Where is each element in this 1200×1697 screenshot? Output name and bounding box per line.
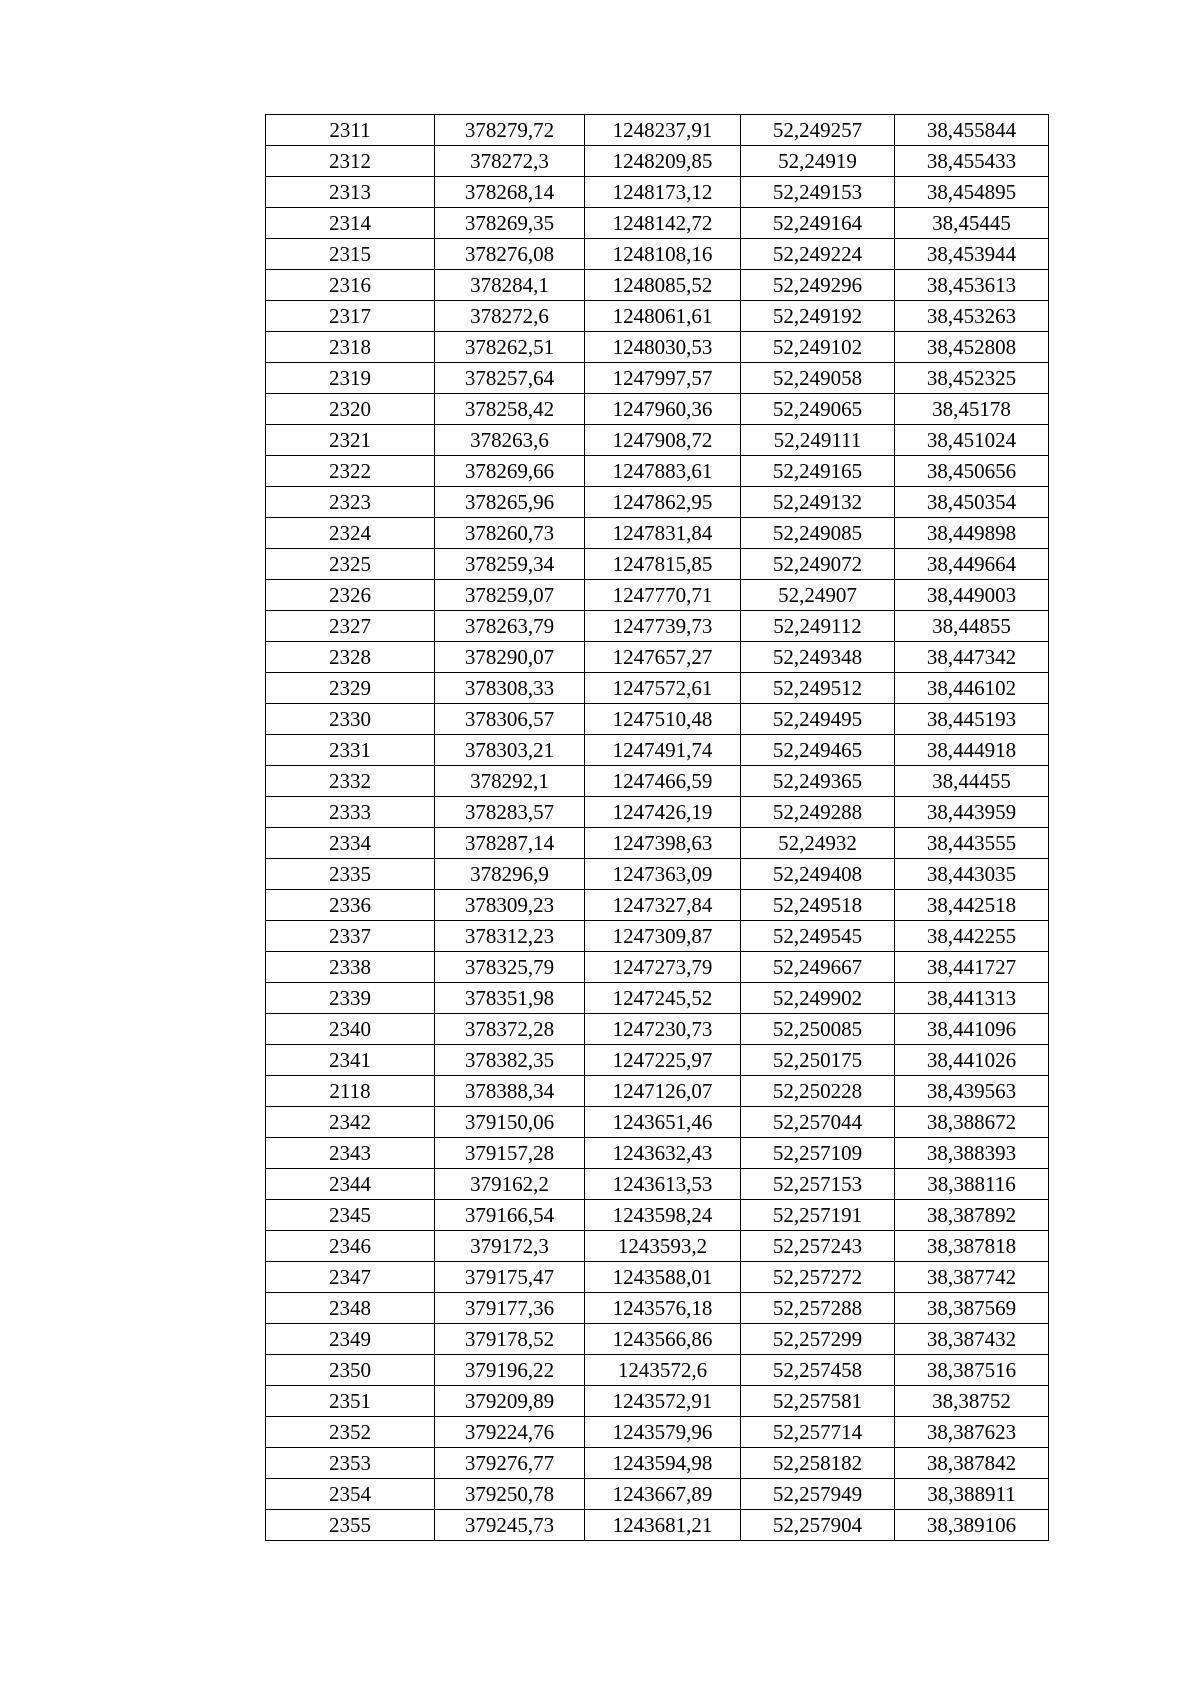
y-coordinate-cell: 1248173,12: [585, 177, 741, 208]
latitude-cell: 52,257243: [741, 1231, 895, 1262]
y-coordinate-cell: 1243598,24: [585, 1200, 741, 1231]
x-coordinate-cell: 379150,06: [435, 1107, 585, 1138]
y-coordinate-cell: 1247770,71: [585, 580, 741, 611]
longitude-cell: 38,387623: [895, 1417, 1049, 1448]
longitude-cell: 38,450656: [895, 456, 1049, 487]
point-number-cell: 2352: [266, 1417, 435, 1448]
table-row: [266, 859, 1049, 890]
table-row: [266, 301, 1049, 332]
table-row: [266, 487, 1049, 518]
longitude-cell: 38,451024: [895, 425, 1049, 456]
latitude-cell: 52,257272: [741, 1262, 895, 1293]
table-row: [266, 890, 1049, 921]
longitude-cell: 38,453944: [895, 239, 1049, 270]
point-number-cell: 2354: [266, 1479, 435, 1510]
point-number-cell: 2353: [266, 1448, 435, 1479]
latitude-cell: 52,257299: [741, 1324, 895, 1355]
table-row: [266, 580, 1049, 611]
longitude-cell: 38,449003: [895, 580, 1049, 611]
y-coordinate-cell: 1243572,6: [585, 1355, 741, 1386]
y-coordinate-cell: 1247815,85: [585, 549, 741, 580]
longitude-cell: 38,442518: [895, 890, 1049, 921]
point-number-cell: 2311: [266, 115, 435, 146]
table-row: [266, 1355, 1049, 1386]
point-number-cell: 2326: [266, 580, 435, 611]
table-row: [266, 1386, 1049, 1417]
table-row: [266, 1076, 1049, 1107]
table-row: [266, 1200, 1049, 1231]
latitude-cell: 52,257288: [741, 1293, 895, 1324]
latitude-cell: 52,249102: [741, 332, 895, 363]
latitude-cell: 52,249296: [741, 270, 895, 301]
point-number-cell: 2313: [266, 177, 435, 208]
latitude-cell: 52,257581: [741, 1386, 895, 1417]
point-number-cell: 2322: [266, 456, 435, 487]
longitude-cell: 38,441313: [895, 983, 1049, 1014]
latitude-cell: 52,249902: [741, 983, 895, 1014]
latitude-cell: 52,249072: [741, 549, 895, 580]
latitude-cell: 52,257109: [741, 1138, 895, 1169]
point-number-cell: 2335: [266, 859, 435, 890]
longitude-cell: 38,453613: [895, 270, 1049, 301]
point-number-cell: 2332: [266, 766, 435, 797]
point-number-cell: 2344: [266, 1169, 435, 1200]
longitude-cell: 38,388911: [895, 1479, 1049, 1510]
x-coordinate-cell: 378287,14: [435, 828, 585, 859]
table-row: [266, 1138, 1049, 1169]
point-number-cell: 2342: [266, 1107, 435, 1138]
table-row: [266, 611, 1049, 642]
x-coordinate-cell: 378259,07: [435, 580, 585, 611]
table-row: [266, 921, 1049, 952]
y-coordinate-cell: 1248108,16: [585, 239, 741, 270]
x-coordinate-cell: 378284,1: [435, 270, 585, 301]
point-number-cell: 2324: [266, 518, 435, 549]
longitude-cell: 38,454895: [895, 177, 1049, 208]
latitude-cell: 52,249257: [741, 115, 895, 146]
point-number-cell: 2316: [266, 270, 435, 301]
point-number-cell: 2320: [266, 394, 435, 425]
y-coordinate-cell: 1247908,72: [585, 425, 741, 456]
latitude-cell: 52,24907: [741, 580, 895, 611]
table-row: [266, 1262, 1049, 1293]
x-coordinate-cell: 379224,76: [435, 1417, 585, 1448]
point-number-cell: 2329: [266, 673, 435, 704]
point-number-cell: 2341: [266, 1045, 435, 1076]
longitude-cell: 38,388393: [895, 1138, 1049, 1169]
y-coordinate-cell: 1243681,21: [585, 1510, 741, 1541]
x-coordinate-cell: 379177,36: [435, 1293, 585, 1324]
latitude-cell: 52,257153: [741, 1169, 895, 1200]
y-coordinate-cell: 1247225,97: [585, 1045, 741, 1076]
x-coordinate-cell: 378372,28: [435, 1014, 585, 1045]
longitude-cell: 38,452325: [895, 363, 1049, 394]
longitude-cell: 38,387892: [895, 1200, 1049, 1231]
longitude-cell: 38,45178: [895, 394, 1049, 425]
y-coordinate-cell: 1247960,36: [585, 394, 741, 425]
longitude-cell: 38,443035: [895, 859, 1049, 890]
point-number-cell: 2334: [266, 828, 435, 859]
table-row: [266, 1107, 1049, 1138]
x-coordinate-cell: 378263,79: [435, 611, 585, 642]
point-number-cell: 2321: [266, 425, 435, 456]
table-row: [266, 332, 1049, 363]
x-coordinate-cell: 378292,1: [435, 766, 585, 797]
x-coordinate-cell: 379250,78: [435, 1479, 585, 1510]
y-coordinate-cell: 1248237,91: [585, 115, 741, 146]
x-coordinate-cell: 379276,77: [435, 1448, 585, 1479]
point-number-cell: 2343: [266, 1138, 435, 1169]
y-coordinate-cell: 1247327,84: [585, 890, 741, 921]
longitude-cell: 38,441026: [895, 1045, 1049, 1076]
x-coordinate-cell: 379209,89: [435, 1386, 585, 1417]
table-row: [266, 1510, 1049, 1541]
longitude-cell: 38,452808: [895, 332, 1049, 363]
latitude-cell: 52,257904: [741, 1510, 895, 1541]
table-row: [266, 1169, 1049, 1200]
x-coordinate-cell: 378263,6: [435, 425, 585, 456]
point-number-cell: 2339: [266, 983, 435, 1014]
point-number-cell: 2327: [266, 611, 435, 642]
y-coordinate-cell: 1247309,87: [585, 921, 741, 952]
table-row: [266, 363, 1049, 394]
x-coordinate-cell: 378262,51: [435, 332, 585, 363]
y-coordinate-cell: 1243576,18: [585, 1293, 741, 1324]
latitude-cell: 52,250175: [741, 1045, 895, 1076]
x-coordinate-cell: 379175,47: [435, 1262, 585, 1293]
point-number-cell: 2330: [266, 704, 435, 735]
point-number-cell: 2314: [266, 208, 435, 239]
longitude-cell: 38,388672: [895, 1107, 1049, 1138]
y-coordinate-cell: 1247862,95: [585, 487, 741, 518]
y-coordinate-cell: 1247572,61: [585, 673, 741, 704]
longitude-cell: 38,44855: [895, 611, 1049, 642]
y-coordinate-cell: 1248061,61: [585, 301, 741, 332]
x-coordinate-cell: 378272,3: [435, 146, 585, 177]
latitude-cell: 52,249545: [741, 921, 895, 952]
point-number-cell: 2347: [266, 1262, 435, 1293]
longitude-cell: 38,387842: [895, 1448, 1049, 1479]
longitude-cell: 38,449664: [895, 549, 1049, 580]
latitude-cell: 52,250085: [741, 1014, 895, 1045]
longitude-cell: 38,38752: [895, 1386, 1049, 1417]
point-number-cell: 2348: [266, 1293, 435, 1324]
y-coordinate-cell: 1247466,59: [585, 766, 741, 797]
table-row: [266, 1014, 1049, 1045]
y-coordinate-cell: 1247230,73: [585, 1014, 741, 1045]
x-coordinate-cell: 378308,33: [435, 673, 585, 704]
table-row: [266, 1045, 1049, 1076]
point-number-cell: 2338: [266, 952, 435, 983]
x-coordinate-cell: 378269,35: [435, 208, 585, 239]
table-row: [266, 518, 1049, 549]
latitude-cell: 52,249111: [741, 425, 895, 456]
table-row: [266, 177, 1049, 208]
longitude-cell: 38,387569: [895, 1293, 1049, 1324]
y-coordinate-cell: 1243588,01: [585, 1262, 741, 1293]
point-number-cell: 2312: [266, 146, 435, 177]
y-coordinate-cell: 1247398,63: [585, 828, 741, 859]
table-row: [266, 1231, 1049, 1262]
x-coordinate-cell: 378296,9: [435, 859, 585, 890]
x-coordinate-cell: 379162,2: [435, 1169, 585, 1200]
y-coordinate-cell: 1247245,52: [585, 983, 741, 1014]
latitude-cell: 52,249408: [741, 859, 895, 890]
x-coordinate-cell: 378259,34: [435, 549, 585, 580]
latitude-cell: 52,249112: [741, 611, 895, 642]
x-coordinate-cell: 378309,23: [435, 890, 585, 921]
table-row: [266, 673, 1049, 704]
latitude-cell: 52,249365: [741, 766, 895, 797]
y-coordinate-cell: 1248142,72: [585, 208, 741, 239]
longitude-cell: 38,388116: [895, 1169, 1049, 1200]
y-coordinate-cell: 1243632,43: [585, 1138, 741, 1169]
longitude-cell: 38,455433: [895, 146, 1049, 177]
latitude-cell: 52,24919: [741, 146, 895, 177]
table-row: [266, 704, 1049, 735]
latitude-cell: 52,249153: [741, 177, 895, 208]
x-coordinate-cell: 378290,07: [435, 642, 585, 673]
longitude-cell: 38,439563: [895, 1076, 1049, 1107]
latitude-cell: 52,249085: [741, 518, 895, 549]
longitude-cell: 38,443959: [895, 797, 1049, 828]
point-number-cell: 2350: [266, 1355, 435, 1386]
point-number-cell: 2355: [266, 1510, 435, 1541]
latitude-cell: 52,257949: [741, 1479, 895, 1510]
point-number-cell: 2346: [266, 1231, 435, 1262]
coordinates-table-body: [266, 115, 1049, 1541]
x-coordinate-cell: 378257,64: [435, 363, 585, 394]
x-coordinate-cell: 379166,54: [435, 1200, 585, 1231]
x-coordinate-cell: 378268,14: [435, 177, 585, 208]
table-row: [266, 115, 1049, 146]
table-row: [266, 766, 1049, 797]
longitude-cell: 38,445193: [895, 704, 1049, 735]
x-coordinate-cell: 378325,79: [435, 952, 585, 983]
table-row: [266, 1293, 1049, 1324]
x-coordinate-cell: 378306,57: [435, 704, 585, 735]
table-row: [266, 239, 1049, 270]
longitude-cell: 38,441727: [895, 952, 1049, 983]
y-coordinate-cell: 1247273,79: [585, 952, 741, 983]
longitude-cell: 38,387516: [895, 1355, 1049, 1386]
latitude-cell: 52,249512: [741, 673, 895, 704]
latitude-cell: 52,24932: [741, 828, 895, 859]
x-coordinate-cell: 378312,23: [435, 921, 585, 952]
x-coordinate-cell: 379196,22: [435, 1355, 585, 1386]
latitude-cell: 52,257191: [741, 1200, 895, 1231]
point-number-cell: 2319: [266, 363, 435, 394]
y-coordinate-cell: 1243579,96: [585, 1417, 741, 1448]
latitude-cell: 52,249348: [741, 642, 895, 673]
y-coordinate-cell: 1243667,89: [585, 1479, 741, 1510]
table-row: [266, 828, 1049, 859]
y-coordinate-cell: 1247657,27: [585, 642, 741, 673]
longitude-cell: 38,455844: [895, 115, 1049, 146]
table-row: [266, 1324, 1049, 1355]
table-row: [266, 549, 1049, 580]
x-coordinate-cell: 378265,96: [435, 487, 585, 518]
x-coordinate-cell: 378303,21: [435, 735, 585, 766]
table-row: [266, 208, 1049, 239]
point-number-cell: 2323: [266, 487, 435, 518]
x-coordinate-cell: 378388,34: [435, 1076, 585, 1107]
table-row: [266, 394, 1049, 425]
table-row: [266, 1448, 1049, 1479]
longitude-cell: 38,450354: [895, 487, 1049, 518]
latitude-cell: 52,249495: [741, 704, 895, 735]
y-coordinate-cell: 1247126,07: [585, 1076, 741, 1107]
latitude-cell: 52,257458: [741, 1355, 895, 1386]
latitude-cell: 52,249518: [741, 890, 895, 921]
x-coordinate-cell: 378258,42: [435, 394, 585, 425]
latitude-cell: 52,249058: [741, 363, 895, 394]
table-row: [266, 1417, 1049, 1448]
x-coordinate-cell: 378382,35: [435, 1045, 585, 1076]
y-coordinate-cell: 1248209,85: [585, 146, 741, 177]
y-coordinate-cell: 1243594,98: [585, 1448, 741, 1479]
latitude-cell: 52,249192: [741, 301, 895, 332]
latitude-cell: 52,249224: [741, 239, 895, 270]
table-row: [266, 270, 1049, 301]
table-row: [266, 797, 1049, 828]
y-coordinate-cell: 1243613,53: [585, 1169, 741, 1200]
y-coordinate-cell: 1247426,19: [585, 797, 741, 828]
latitude-cell: 52,250228: [741, 1076, 895, 1107]
point-number-cell: 2328: [266, 642, 435, 673]
point-number-cell: 2118: [266, 1076, 435, 1107]
x-coordinate-cell: 379178,52: [435, 1324, 585, 1355]
longitude-cell: 38,446102: [895, 673, 1049, 704]
latitude-cell: 52,249132: [741, 487, 895, 518]
x-coordinate-cell: 378351,98: [435, 983, 585, 1014]
point-number-cell: 2331: [266, 735, 435, 766]
latitude-cell: 52,249164: [741, 208, 895, 239]
point-number-cell: 2315: [266, 239, 435, 270]
y-coordinate-cell: 1247491,74: [585, 735, 741, 766]
table-row: [266, 146, 1049, 177]
table-row: [266, 952, 1049, 983]
table-row: [266, 642, 1049, 673]
x-coordinate-cell: 378276,08: [435, 239, 585, 270]
y-coordinate-cell: 1247883,61: [585, 456, 741, 487]
latitude-cell: 52,249065: [741, 394, 895, 425]
longitude-cell: 38,387818: [895, 1231, 1049, 1262]
longitude-cell: 38,45445: [895, 208, 1049, 239]
y-coordinate-cell: 1247510,48: [585, 704, 741, 735]
longitude-cell: 38,441096: [895, 1014, 1049, 1045]
point-number-cell: 2337: [266, 921, 435, 952]
x-coordinate-cell: 378260,73: [435, 518, 585, 549]
y-coordinate-cell: 1247363,09: [585, 859, 741, 890]
longitude-cell: 38,44455: [895, 766, 1049, 797]
y-coordinate-cell: 1243572,91: [585, 1386, 741, 1417]
point-number-cell: 2325: [266, 549, 435, 580]
longitude-cell: 38,453263: [895, 301, 1049, 332]
y-coordinate-cell: 1243566,86: [585, 1324, 741, 1355]
latitude-cell: 52,258182: [741, 1448, 895, 1479]
y-coordinate-cell: 1247831,84: [585, 518, 741, 549]
table-row: [266, 735, 1049, 766]
table-row: [266, 425, 1049, 456]
table-row: [266, 983, 1049, 1014]
table-row: [266, 1479, 1049, 1510]
x-coordinate-cell: 379172,3: [435, 1231, 585, 1262]
y-coordinate-cell: 1248085,52: [585, 270, 741, 301]
latitude-cell: 52,249667: [741, 952, 895, 983]
y-coordinate-cell: 1247739,73: [585, 611, 741, 642]
latitude-cell: 52,257714: [741, 1417, 895, 1448]
longitude-cell: 38,387742: [895, 1262, 1049, 1293]
point-number-cell: 2333: [266, 797, 435, 828]
x-coordinate-cell: 378269,66: [435, 456, 585, 487]
latitude-cell: 52,249465: [741, 735, 895, 766]
point-number-cell: 2351: [266, 1386, 435, 1417]
y-coordinate-cell: 1247997,57: [585, 363, 741, 394]
longitude-cell: 38,447342: [895, 642, 1049, 673]
point-number-cell: 2336: [266, 890, 435, 921]
point-number-cell: 2345: [266, 1200, 435, 1231]
point-number-cell: 2318: [266, 332, 435, 363]
point-number-cell: 2317: [266, 301, 435, 332]
longitude-cell: 38,387432: [895, 1324, 1049, 1355]
x-coordinate-cell: 379245,73: [435, 1510, 585, 1541]
x-coordinate-cell: 378272,6: [435, 301, 585, 332]
longitude-cell: 38,444918: [895, 735, 1049, 766]
point-number-cell: 2349: [266, 1324, 435, 1355]
longitude-cell: 38,389106: [895, 1510, 1049, 1541]
coordinates-table: [265, 114, 1049, 1541]
latitude-cell: 52,249165: [741, 456, 895, 487]
y-coordinate-cell: 1243651,46: [585, 1107, 741, 1138]
longitude-cell: 38,442255: [895, 921, 1049, 952]
y-coordinate-cell: 1243593,2: [585, 1231, 741, 1262]
latitude-cell: 52,257044: [741, 1107, 895, 1138]
x-coordinate-cell: 378283,57: [435, 797, 585, 828]
point-number-cell: 2340: [266, 1014, 435, 1045]
x-coordinate-cell: 379157,28: [435, 1138, 585, 1169]
latitude-cell: 52,249288: [741, 797, 895, 828]
table-row: [266, 456, 1049, 487]
longitude-cell: 38,449898: [895, 518, 1049, 549]
x-coordinate-cell: 378279,72: [435, 115, 585, 146]
longitude-cell: 38,443555: [895, 828, 1049, 859]
y-coordinate-cell: 1248030,53: [585, 332, 741, 363]
